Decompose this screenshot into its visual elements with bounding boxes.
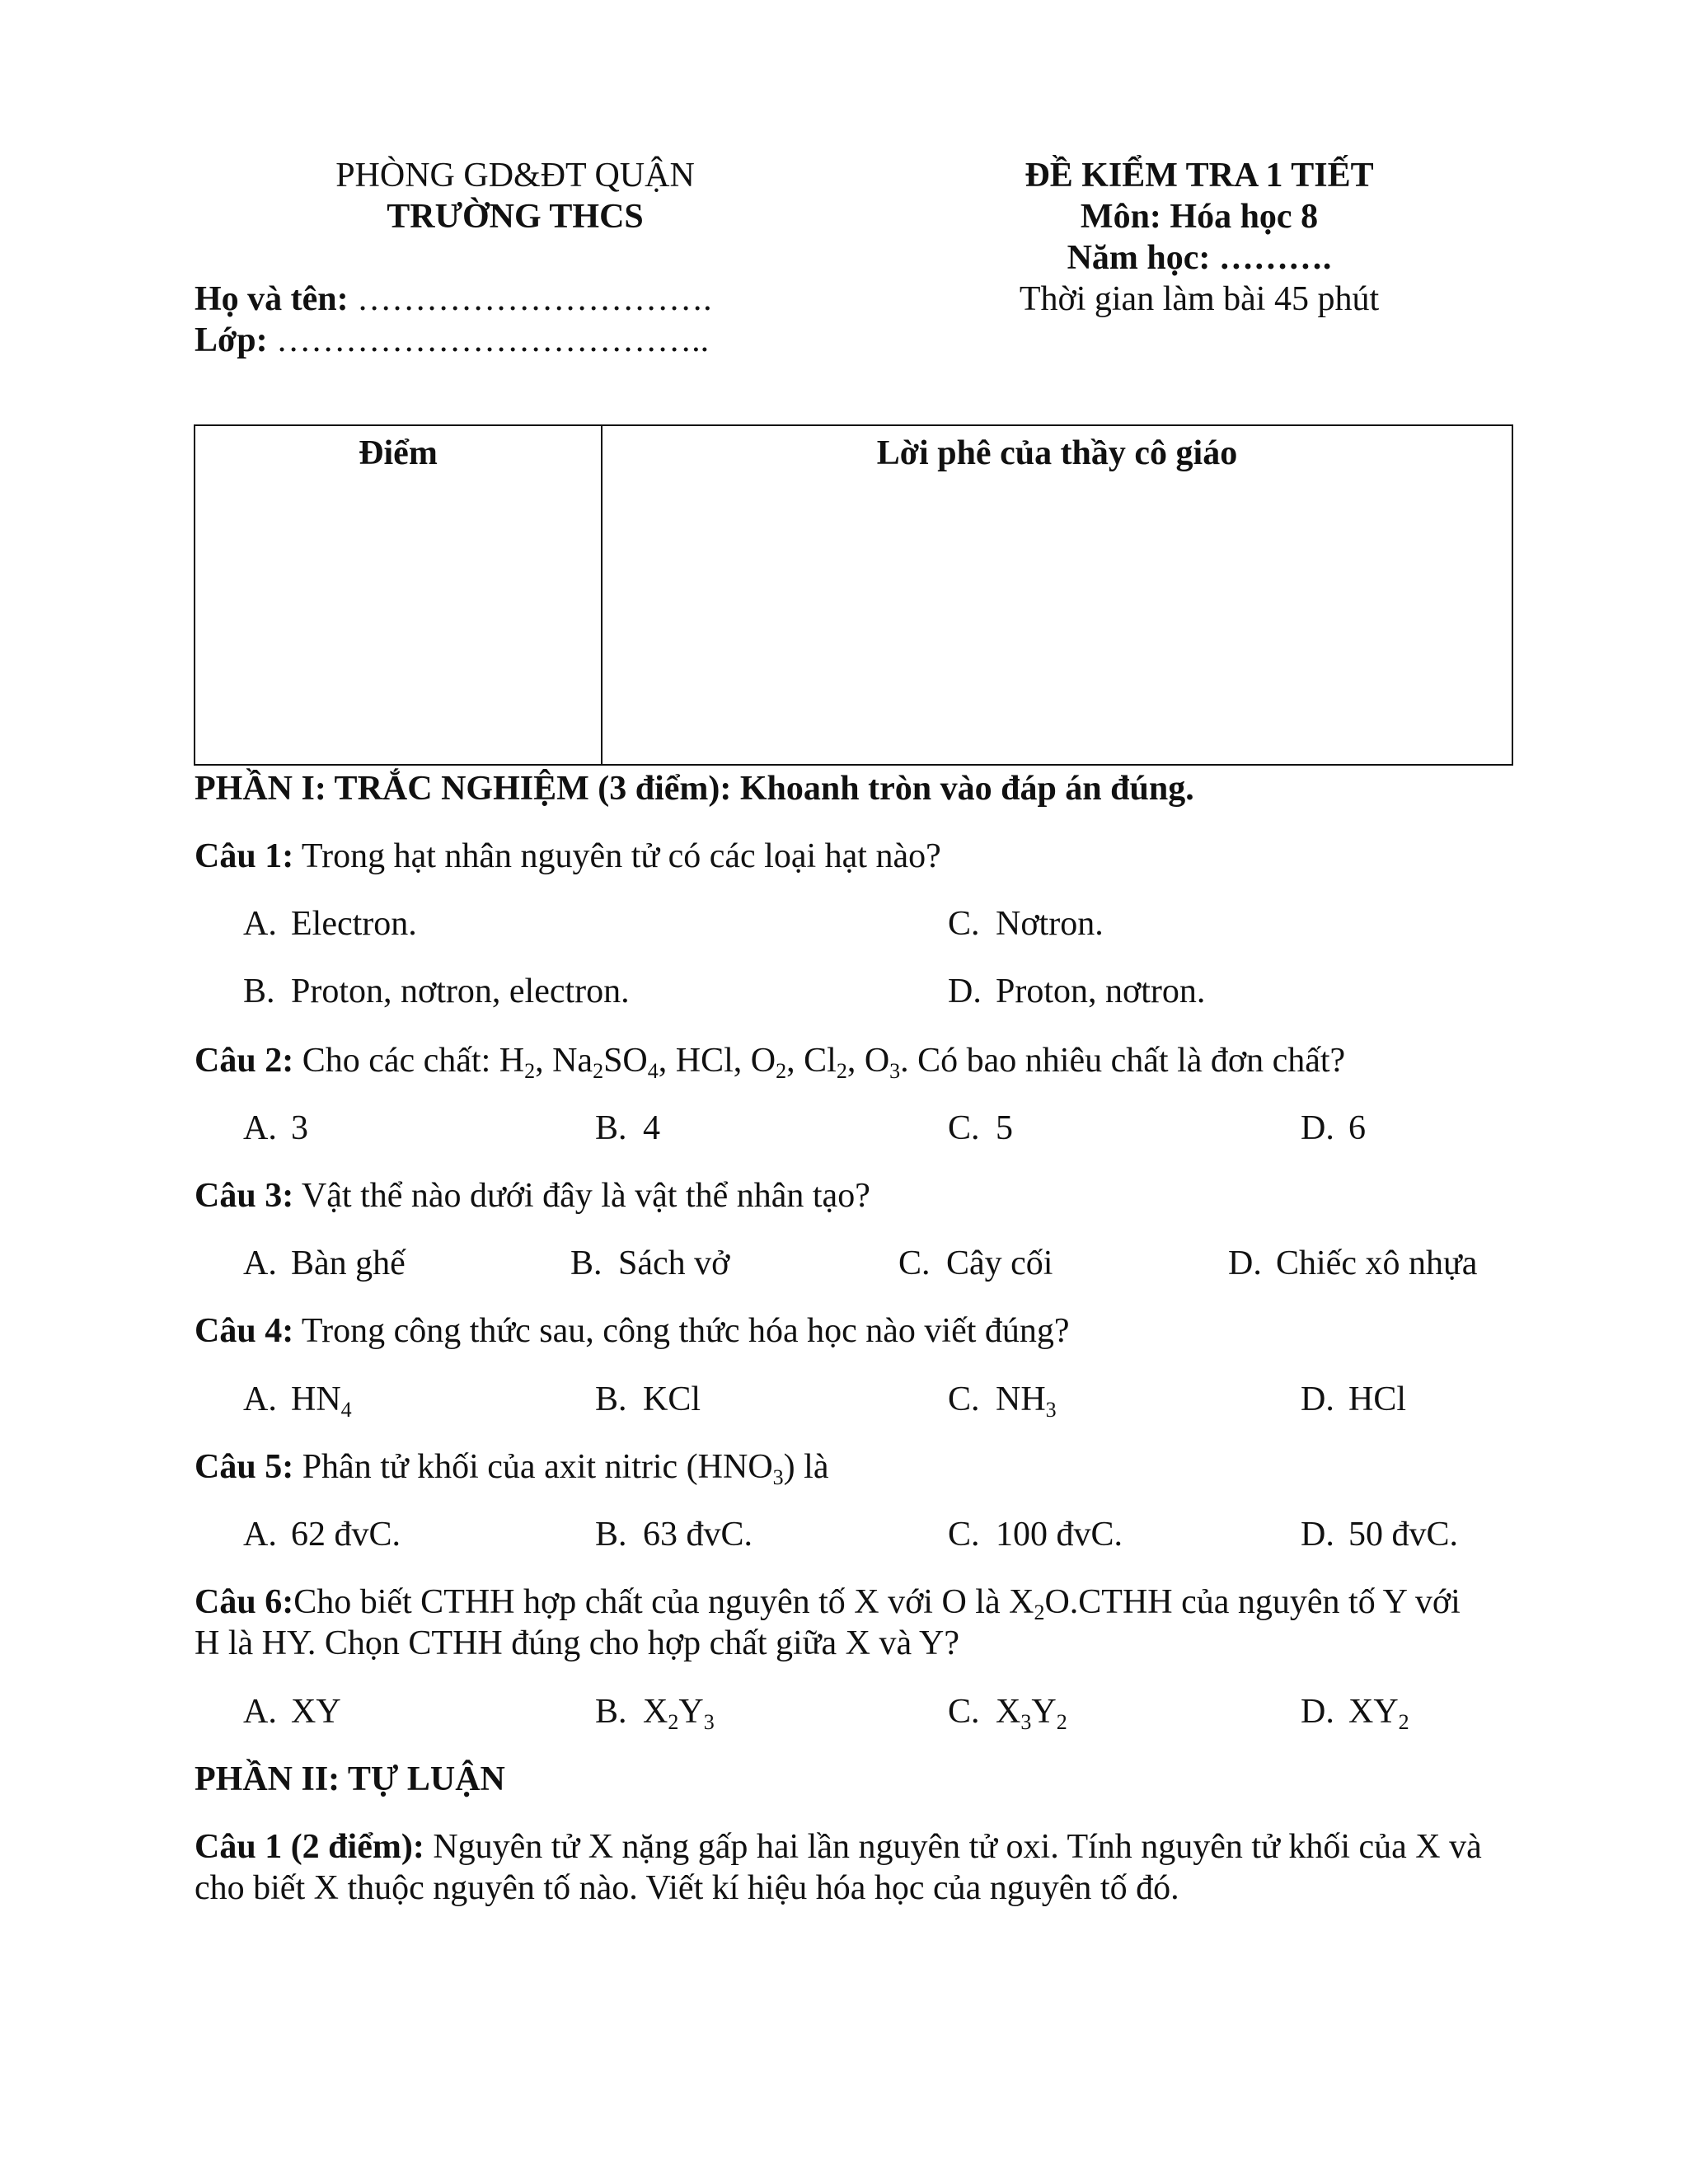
- student-info: [195, 279, 712, 361]
- q6-option-d[interactable]: D. $XY_2$: [1301, 1693, 1409, 1734]
- student-name-dots: ………………………….: [348, 280, 712, 318]
- q4-option-d[interactable]: D. HCl: [1301, 1380, 1407, 1418]
- question-label: Câu 5:: [195, 1448, 294, 1486]
- question-6: Câu 6:Cho biết CTHH hợp chất của nguyên tố X với O là $X_2O.CTHH$ của nguyên tố Y với: [195, 1583, 1461, 1624]
- q6-option-b[interactable]: B. $X_2Y_3$: [595, 1693, 715, 1734]
- q3-option-d[interactable]: D. Chiếc xô nhựa: [1228, 1244, 1478, 1282]
- q4-option-a[interactable]: A. $HN_4$: [243, 1380, 352, 1422]
- q5-option-c[interactable]: C. 100 đvC.: [948, 1516, 1123, 1554]
- q4-option-b[interactable]: B. KCl: [595, 1380, 701, 1418]
- header-left: [194, 155, 837, 237]
- q5-option-a[interactable]: A. 62 đvC.: [243, 1516, 401, 1554]
- q5-option-b[interactable]: B. 63 đvC.: [595, 1516, 753, 1554]
- question-label: Câu 2:: [195, 1042, 294, 1080]
- school-year: Năm học: ……….: [1067, 239, 1332, 277]
- question-label: Câu 1:: [195, 837, 294, 875]
- question-4: Câu 4: Trong công thức sau, công thức hóa học nào viết đúng?: [195, 1312, 1070, 1350]
- q1-option-b[interactable]: B. Proton, nơtron, electron.: [243, 972, 630, 1010]
- q6-option-a[interactable]: A. XY: [243, 1693, 341, 1731]
- question-6-line-2: H là HY. Chọn CTHH đúng cho hợp chất giữa X và Y?: [195, 1624, 959, 1662]
- q3-option-b[interactable]: B. Sách vở: [570, 1244, 730, 1282]
- student-name-label: Họ và tên:: [195, 280, 349, 318]
- student-class-line[interactable]: [195, 320, 712, 361]
- q2-option-c[interactable]: C. 5: [948, 1109, 1013, 1147]
- essay-question-1: Câu 1 (2 điểm): Nguyên tử X nặng gấp hai lần nguyên tử oxi. Tính nguyên tử khối của X và: [195, 1828, 1482, 1866]
- q4-option-c[interactable]: C. $NH_3$: [948, 1380, 1057, 1422]
- question-2: Câu 2: Cho các chất: $H_2$, $Na_2SO_4$, HCl, $O_2$, $Cl_2$, $O_3$. Có bao nhiêu chất là đơn chất?: [195, 1042, 1346, 1083]
- student-name-line[interactable]: [195, 279, 712, 320]
- q1-option-a[interactable]: A. Electron.: [243, 905, 417, 943]
- q2-option-a[interactable]: A. 3: [243, 1109, 308, 1147]
- question-label: Câu 3:: [195, 1177, 294, 1215]
- header-right: [878, 155, 1521, 320]
- exam-duration: Thời gian làm bài 45 phút: [1019, 280, 1380, 318]
- question-label: Câu 6:: [195, 1583, 294, 1621]
- exam-title: ĐỀ KIỂM TRA 1 TIẾT: [1025, 157, 1374, 194]
- student-class-dots: ………………………………..: [267, 321, 710, 359]
- q2-option-d[interactable]: D. 6: [1301, 1109, 1366, 1147]
- question-1: [195, 836, 941, 877]
- grade-table: [194, 424, 1513, 766]
- exam-subject: Môn: Hóa học 8: [1080, 198, 1319, 236]
- score-header: Điểm: [359, 434, 438, 472]
- question-label: Câu 1 (2 điểm):: [195, 1828, 424, 1866]
- q1-option-d[interactable]: D. Proton, nơtron.: [948, 972, 1206, 1010]
- question-text: Trong hạt nhân nguyên tử có các loại hạt nào?: [293, 837, 941, 875]
- question-5: Câu 5: Phân tử khối của axit nitric $(HNO_3)$ là: [195, 1448, 829, 1489]
- part1-title: PHẦN I: TRẮC NGHIỆM (3 điểm): Khoanh tròn vào đáp án đúng.: [195, 770, 1194, 808]
- q3-option-a[interactable]: A. Bàn ghế: [243, 1244, 406, 1282]
- q1-option-c[interactable]: C. Nơtron.: [948, 905, 1104, 943]
- question-label: Câu 4:: [195, 1312, 294, 1350]
- department-name: PHÒNG GD&ĐT QUẬN: [335, 157, 695, 194]
- question-3: Câu 3: Vật thể nào dưới đây là vật thể nhân tạo?: [195, 1177, 870, 1215]
- q2-option-b[interactable]: B. 4: [595, 1109, 660, 1147]
- essay-question-1-line-2: cho biết X thuộc nguyên tố nào. Viết kí hiệu hóa học của nguyên tố đó.: [195, 1869, 1179, 1907]
- q5-option-d[interactable]: D. 50 đvC.: [1301, 1516, 1459, 1554]
- q6-option-c[interactable]: C. $X_3Y_2$: [948, 1693, 1067, 1734]
- school-name: TRƯỜNG THCS: [387, 198, 644, 236]
- comment-header: Lời phê của thầy cô giáo: [876, 434, 1238, 472]
- student-class-label: Lớp:: [195, 321, 268, 359]
- part2-title: PHẦN II: TỰ LUẬN: [195, 1760, 505, 1798]
- score-cell[interactable]: [195, 425, 602, 765]
- comment-cell[interactable]: [602, 425, 1512, 765]
- q3-option-c[interactable]: C. Cây cối: [898, 1244, 1053, 1282]
